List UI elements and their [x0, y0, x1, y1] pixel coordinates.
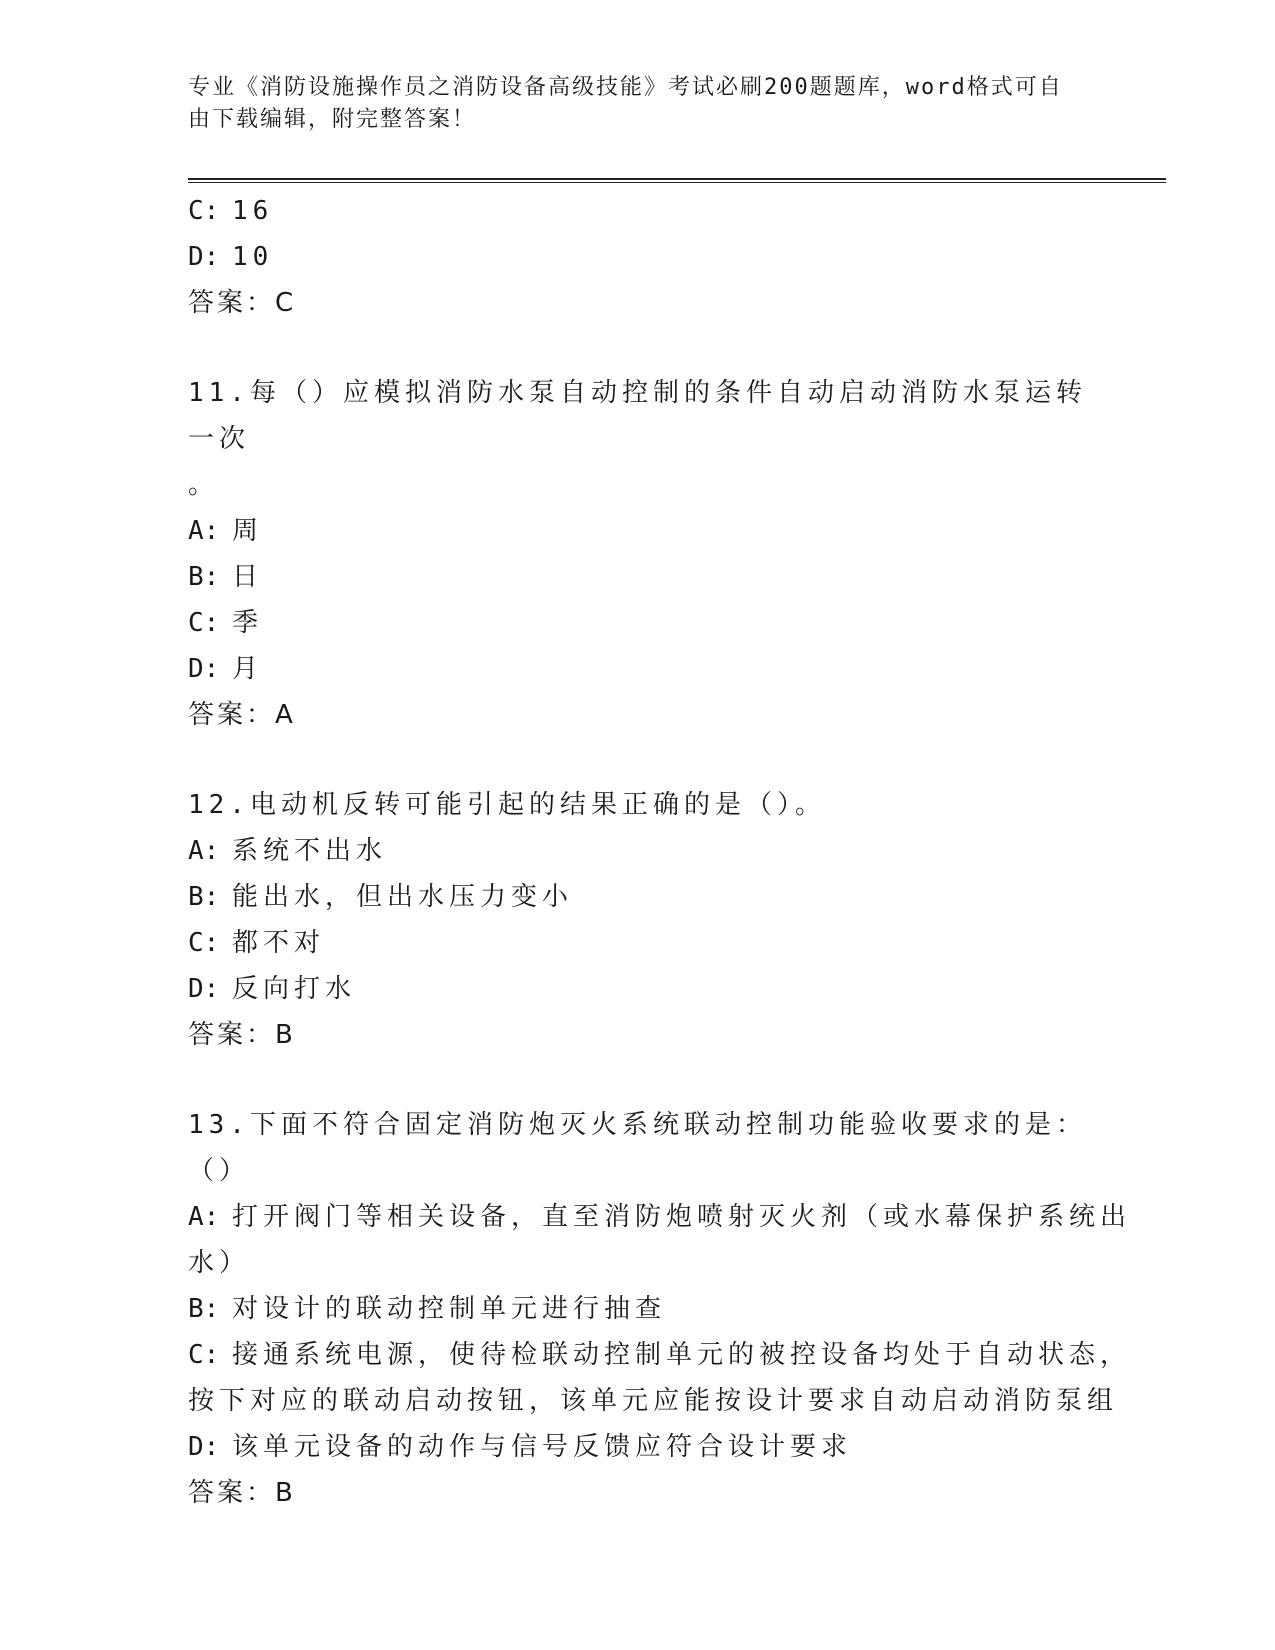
option-c: [188, 1332, 1132, 1378]
option-b: [188, 1286, 1088, 1332]
option-text: 日: [232, 562, 264, 592]
answer-line: 答案：B: [188, 1020, 296, 1050]
option-key: B:: [188, 882, 220, 912]
answer-line: 答案：C: [188, 288, 297, 318]
answer-line: 答案：B: [188, 1478, 296, 1508]
option-a: [188, 828, 1088, 874]
question-stem: 12.电动机反转可能引起的结果正确的是（）。: [188, 790, 826, 820]
question-11: [188, 370, 1088, 738]
option-text: 周: [232, 516, 264, 546]
option-key: C:: [188, 608, 220, 638]
option-key: A:: [188, 1202, 220, 1232]
spacer: [188, 1058, 1088, 1102]
option-key: B:: [188, 1294, 220, 1324]
question-content: [188, 188, 1132, 1516]
option-a: [188, 508, 1088, 554]
answer-line: 答案：A: [188, 700, 296, 730]
header-divider: [188, 178, 1166, 183]
spacer: [188, 738, 1088, 782]
question-stem-continued: 。: [188, 470, 220, 500]
option-key: D:: [188, 974, 220, 1004]
option-c: [188, 600, 1088, 646]
option-text: 都不对: [232, 928, 326, 958]
option-key: D:: [188, 1432, 220, 1462]
option-text: 该单元设备的动作与信号反馈应符合设计要求: [232, 1432, 853, 1462]
option-c: [188, 920, 1088, 966]
option-a: [188, 1194, 1132, 1240]
question-13: [188, 1102, 1132, 1516]
option-text: 能出水，但出水压力变小: [232, 882, 574, 912]
question-stem: 13.下面不符合固定消防炮灭火系统联动控制功能验收要求的是：（）: [188, 1110, 1087, 1186]
option-b: [188, 874, 1088, 920]
option-key: B:: [188, 562, 220, 592]
option-d: [188, 646, 1088, 692]
option-d: [188, 966, 1088, 1012]
option-text: 10: [232, 242, 274, 272]
option-text: 接通系统电源，使待检联动控制单元的被控设备均处于自动状态，: [232, 1340, 1132, 1370]
option-text: 打开阀门等相关设备，直至消防炮喷射灭火剂（或水幕保护系统出: [232, 1202, 1132, 1232]
option-key: C:: [188, 1340, 220, 1370]
option-key: A:: [188, 516, 220, 546]
option-key: C:: [188, 196, 220, 226]
option-key: D:: [188, 242, 220, 272]
option-b: [188, 554, 1088, 600]
option-key: D:: [188, 654, 220, 684]
option-text: 反向打水: [232, 974, 357, 1004]
option-key: A:: [188, 836, 220, 866]
option-d: [188, 1424, 1088, 1470]
option-text: 月: [232, 654, 264, 684]
question-stem: 11.每（）应模拟消防水泵自动控制的条件自动启动消防水泵运转一次: [188, 378, 1087, 454]
option-text: 对设计的联动控制单元进行抽查: [232, 1294, 667, 1324]
option-text: 16: [232, 196, 274, 226]
option-d: [188, 234, 1088, 280]
question-12: [188, 782, 1088, 1058]
option-c-continued: 按下对应的联动启动按钮，该单元应能按设计要求自动启动消防泵组: [188, 1386, 1119, 1416]
option-a-continued: 水）: [188, 1248, 251, 1278]
continued-question: [188, 188, 1088, 326]
option-text: 系统不出水: [232, 836, 388, 866]
option-c: [188, 188, 1088, 234]
page-header: 专业《消防设施操作员之消防设备高级技能》考试必刷200题题库，word格式可自由下载编辑，附完整答案！: [188, 75, 1063, 132]
option-key: C:: [188, 928, 220, 958]
option-text: 季: [232, 608, 264, 638]
spacer: [188, 326, 1088, 370]
